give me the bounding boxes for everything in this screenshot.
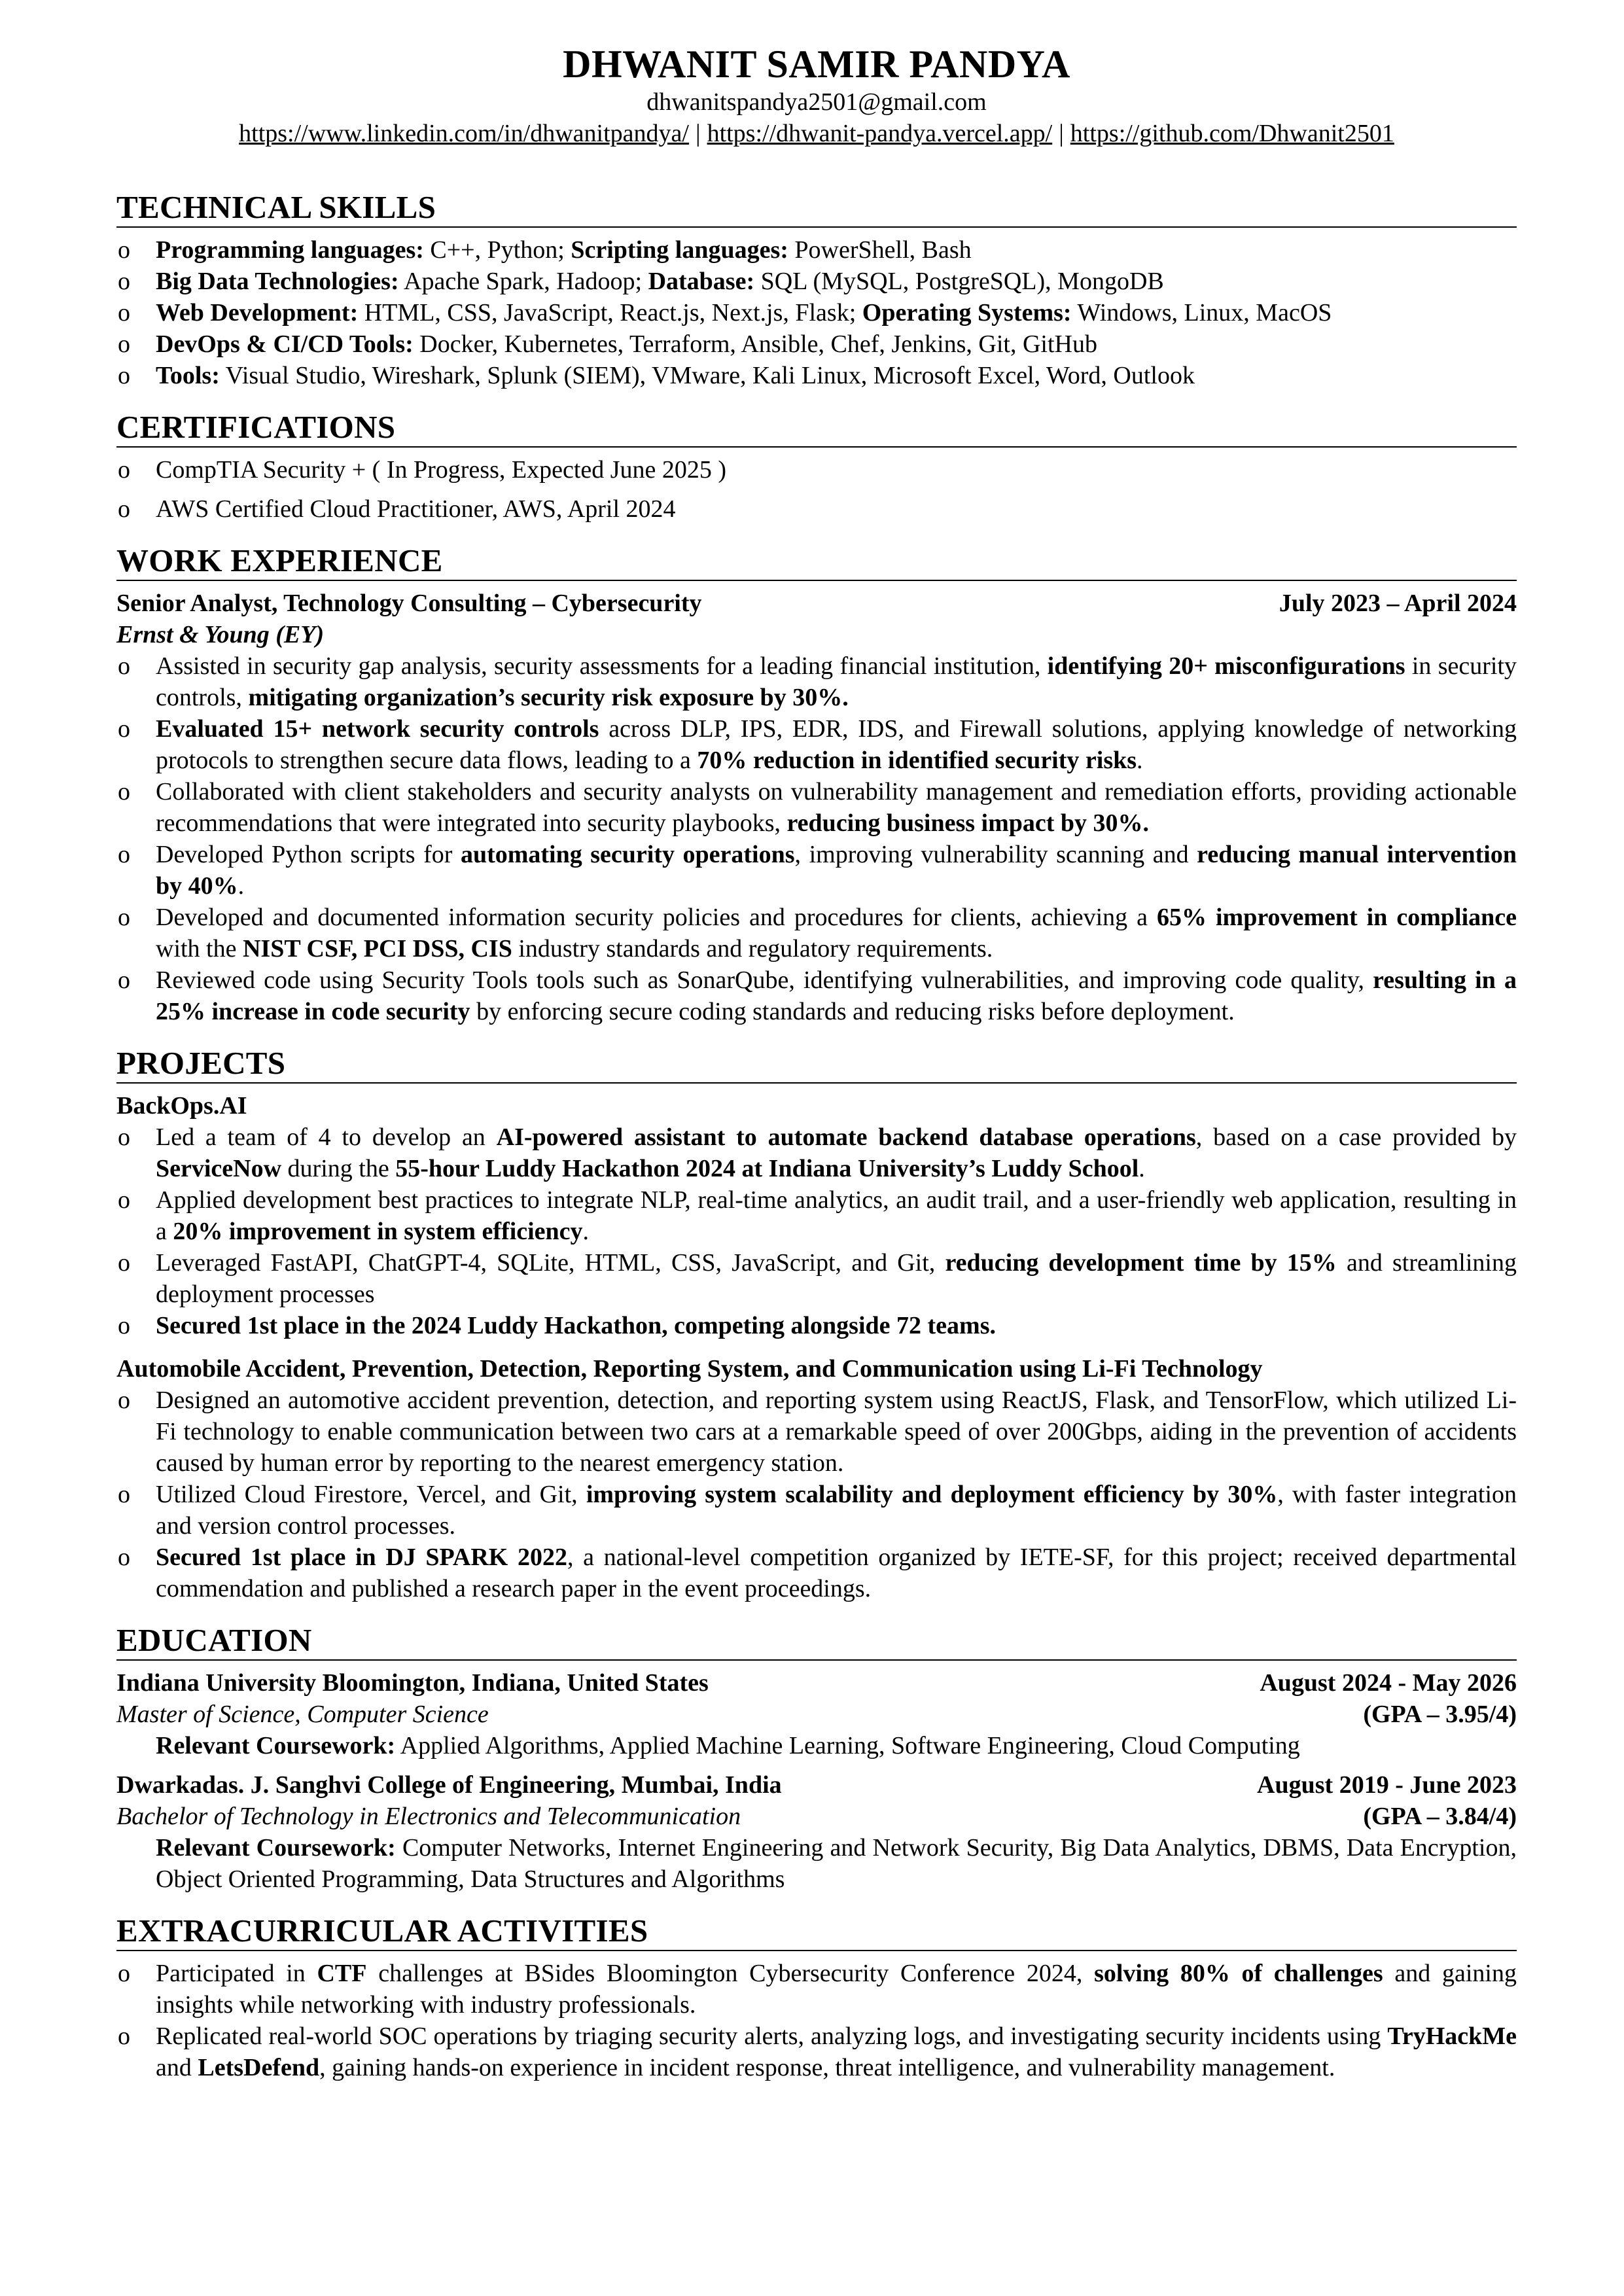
education-entry [116, 1667, 1517, 1761]
bullet-marker: o [118, 456, 130, 484]
bullet-text: Developed and documented information security policies and procedures for clients, achieving a [156, 904, 1157, 931]
bullet-text-bold: resulting in a 25% increase in code security [156, 966, 1517, 1025]
bullet-text-bold: ServiceNow [156, 1155, 282, 1182]
bullet-marker: o [118, 1249, 130, 1277]
bullet-item [116, 776, 1517, 839]
bullet-text-bold: reducing development time by 15% [945, 1249, 1337, 1277]
projects-section [116, 1044, 1517, 1604]
bullet-item [116, 1958, 1517, 2021]
bullet-text-bold: mitigating organization’s security risk exposure by 30%. [248, 684, 849, 711]
bullet-marker: o [118, 330, 130, 358]
bullet-item [116, 234, 1517, 266]
bullet-text-bold: Secured 1st place in the 2024 Luddy Hackathon, competing alongside 72 teams. [156, 1312, 996, 1339]
extracurricular-section [116, 1912, 1517, 2083]
bullet-marker: o [118, 841, 130, 868]
bullet-text: Designed an automotive accident prevention, detection, and reporting system using ReactJS, Flask, and TensorFlow, which utilized Li-Fi technology to enable communication between two cars at a remarkable speed of over 200Gbps, aiding in the prevention of accidents caused by human error by reporting to the nearest emergency station. [156, 1386, 1517, 1477]
bullet-text: , with faster integration and version control processes. [156, 1481, 1517, 1540]
coursework [116, 1730, 1517, 1761]
bullet-text-bold: reducing business impact by 30%. [786, 809, 1150, 837]
bullet-text-bold: Scripting languages: [571, 236, 788, 264]
bullet-text: , a national-level competition organized by IETE-SF, for this project; received departmental commendation and published a research paper in the event proceedings. [156, 1544, 1517, 1602]
bullet-text-bold: 55-hour Luddy Hackathon 2024 at Indiana University’s Luddy School [395, 1155, 1139, 1182]
education-dates: August 2024 - May 2026 [1260, 1669, 1517, 1697]
bullet-text: by enforcing secure coding standards and reducing risks before deployment. [470, 998, 1235, 1025]
bullet-text: in security controls, [156, 652, 1517, 711]
bullet-text: Apache Spark, Hadoop; [398, 268, 648, 295]
job-role: Senior Analyst, Technology Consulting – Cybersecurity [116, 590, 702, 617]
bullet-text: and gaining insights while networking with industry professionals. [156, 1960, 1517, 2019]
portfolio-link[interactable]: https://dhwanit-pandya.vercel.app/ [707, 120, 1053, 147]
bullet-marker: o [118, 1123, 130, 1151]
bullet-text: PowerShell, Bash [788, 236, 972, 264]
linkedin-link[interactable]: https://www.linkedin.com/in/dhwanitpandya/ [239, 120, 689, 147]
bullet-item [116, 1184, 1517, 1247]
bullet-marker: o [118, 1544, 130, 1571]
bullet-text-bold: improving system scalability and deployment efficiency by 30% [586, 1481, 1278, 1508]
bullet-item [116, 493, 1517, 525]
bullet-item [116, 650, 1517, 713]
github-link[interactable]: https://github.com/Dhwanit2501 [1070, 120, 1394, 147]
bullet-marker: o [118, 1186, 130, 1214]
coursework-label: Relevant Coursework: [156, 1732, 396, 1759]
company-name: Ernst & Young (EY) [116, 621, 325, 648]
bullet-text: Utilized Cloud Firestore, Vercel, and Git, [156, 1481, 586, 1508]
bullet-text: Assisted in security gap analysis, security assessments for a leading financial institution, [156, 652, 1048, 680]
bullet-marker: o [118, 1481, 130, 1508]
bullet-text: and streamlining deployment processes [156, 1249, 1517, 1308]
bullet-marker: o [118, 2022, 130, 2050]
bullet-text: Docker, Kubernetes, Terraform, Ansible, Chef, Jenkins, Git, GitHub [413, 330, 1097, 358]
bullet-marker: o [118, 966, 130, 994]
job-dates: July 2023 – April 2024 [1279, 590, 1517, 617]
bullet-marker: o [118, 236, 130, 264]
bullet-item [116, 964, 1517, 1027]
education-section [116, 1621, 1517, 1895]
bullet-text-bold: LetsDefend [198, 2054, 320, 2081]
bullet-item [116, 1542, 1517, 1604]
bullet-text: Led a team of 4 to develop an [156, 1123, 497, 1151]
section-title: TECHNICAL SKILLS [116, 188, 1517, 228]
bullet-marker: o [118, 1960, 130, 1987]
contact-links [116, 118, 1517, 149]
bullet-item [116, 1479, 1517, 1542]
bullet-text: and [156, 2054, 198, 2081]
bullet-text-bold: automating security operations [460, 841, 795, 868]
bullet-item [116, 454, 1517, 486]
bullet-text-bold: DevOps & CI/CD Tools: [156, 330, 414, 358]
bullet-item [116, 713, 1517, 776]
bullet-text: during the [281, 1155, 396, 1182]
bullet-text: Leveraged FastAPI, ChatGPT-4, SQLite, HTML, CSS, JavaScript, and Git, [156, 1249, 945, 1277]
coursework-list: Applied Algorithms, Applied Machine Learning, Software Engineering, Cloud Computing [395, 1732, 1300, 1759]
bullet-item [116, 1310, 1517, 1341]
bullet-text-bold: 65% improvement in compliance [1157, 904, 1517, 931]
section-title: PROJECTS [116, 1044, 1517, 1084]
bullet-text: . [1137, 747, 1143, 774]
technical-skills-section [116, 188, 1517, 391]
bullet-marker: o [118, 362, 130, 389]
bullet-text: with the [156, 935, 243, 963]
bullet-text: , gaining hands-on experience in incident response, threat intelligence, and vulnerability management. [319, 2054, 1335, 2081]
bullet-text: C++, Python; [423, 236, 571, 264]
degree: Master of Science, Computer Science [116, 1701, 489, 1728]
bullet-text-bold: AI-powered assistant to automate backend database operations [496, 1123, 1196, 1151]
bullet-text: Applied development best practices to integrate NLP, real-time analytics, an audit trail, and a user-friendly web application, resulting in a [156, 1186, 1517, 1245]
bullet-item [116, 839, 1517, 902]
education-entry [116, 1769, 1517, 1895]
bullet-text: , improving vulnerability scanning and [794, 841, 1197, 868]
coursework-list: Computer Networks, Internet Engineering and Network Security, Big Data Analytics, DBMS, Data Encryption, Object Oriented Programming, Data Structures and Algorithms [156, 1834, 1517, 1893]
school-name: Indiana University Bloomington, Indiana, United States [116, 1669, 709, 1697]
project-title: BackOps.AI [116, 1092, 247, 1120]
bullet-text-bold: identifying 20+ misconfigurations [1047, 652, 1405, 680]
bullet-text: CompTIA Security + ( In Progress, Expected June 2025 ) [156, 456, 727, 484]
bullet-text-bold: Evaluated 15+ network security controls [156, 715, 599, 743]
bullet-text-bold: Web Development: [156, 299, 359, 327]
coursework [116, 1832, 1517, 1895]
experience-list [116, 650, 1517, 1027]
bullet-text-bold: Operating Systems: [862, 299, 1072, 327]
skills-list [116, 234, 1517, 391]
bullet-text-bold: Programming languages: [156, 236, 424, 264]
section-title: EDUCATION [116, 1621, 1517, 1661]
bullet-text: Participated in [156, 1960, 317, 1987]
bullet-text-bold: 20% improvement in system efficiency [173, 1218, 583, 1245]
bullet-text-bold: reducing manual intervention by 40% [156, 841, 1517, 900]
bullet-text: across DLP, IPS, EDR, IDS, and Firewall solutions, applying knowledge of networking protocols to strengthen secure data flows, leading to a [156, 715, 1517, 774]
link-separator: | [695, 120, 701, 147]
bullet-text: SQL (MySQL, PostgreSQL), MongoDB [754, 268, 1164, 295]
bullet-text: challenges at BSides Bloomington Cybersecurity Conference 2024, [366, 1960, 1095, 1987]
bullet-item [116, 2021, 1517, 2083]
bullet-text: Reviewed code using Security Tools tools such as SonarQube, identifying vulnerabilities, and improving code quality, [156, 966, 1373, 994]
gpa: (GPA – 3.95/4) [1363, 1701, 1517, 1728]
bullet-text: Collaborated with client stakeholders and security analysts on vulnerability management and remediation efforts, providing actionable recommendations that were integrated into security playbooks, [156, 778, 1517, 837]
bullet-text: . [1139, 1155, 1145, 1182]
bullet-text: HTML, CSS, JavaScript, React.js, Next.js, Flask; [358, 299, 862, 327]
bullet-item [116, 1122, 1517, 1184]
bullet-text: industry standards and regulatory requirements. [512, 935, 993, 963]
bullet-marker: o [118, 1312, 130, 1339]
bullet-item [116, 297, 1517, 328]
certifications-section [116, 408, 1517, 525]
bullet-marker: o [118, 715, 130, 743]
section-title: CERTIFICATIONS [116, 408, 1517, 448]
job-header [116, 588, 1517, 619]
bullet-text: AWS Certified Cloud Practitioner, AWS, April 2024 [156, 495, 676, 523]
bullet-item [116, 1385, 1517, 1479]
bullet-text-bold: 70% reduction in identified security risks [697, 747, 1137, 774]
degree: Bachelor of Technology in Electronics and Telecommunication [116, 1803, 741, 1830]
bullet-text-bold: Tools: [156, 362, 220, 389]
bullet-marker: o [118, 268, 130, 295]
bullet-text: Replicated real-world SOC operations by triaging security alerts, analyzing logs, and investigating security incidents using [156, 2022, 1388, 2050]
project-title: Automobile Accident, Prevention, Detection, Reporting System, and Communication using Li-Fi Technology [116, 1355, 1263, 1383]
project-bullets [116, 1385, 1517, 1604]
bullet-text: Windows, Linux, MacOS [1071, 299, 1332, 327]
bullet-text-bold: solving 80% of challenges [1094, 1960, 1383, 1987]
bullet-text-bold: TryHackMe [1387, 2022, 1517, 2050]
bullet-text: Visual Studio, Wireshark, Splunk (SIEM), VMware, Kali Linux, Microsoft Excel, Word, Outlook [219, 362, 1195, 389]
resume-page [116, 42, 1517, 2083]
link-separator: | [1059, 120, 1064, 147]
bullet-text-bold: CTF [317, 1960, 367, 1987]
bullet-item [116, 360, 1517, 391]
bullet-marker: o [118, 652, 130, 680]
education-dates: August 2019 - June 2023 [1257, 1771, 1517, 1799]
bullet-text-bold: NIST CSF, PCI DSS, CIS [242, 935, 512, 963]
bullet-text-bold: Big Data Technologies: [156, 268, 399, 295]
bullet-marker: o [118, 1386, 130, 1414]
bullet-item [116, 1247, 1517, 1310]
bullet-marker: o [118, 778, 130, 805]
school-name: Dwarkadas. J. Sanghvi College of Engineering, Mumbai, India [116, 1771, 782, 1799]
certifications-list [116, 454, 1517, 525]
bullet-text: , based on a case provided by [1195, 1123, 1517, 1151]
bullet-text-bold: Database: [648, 268, 755, 295]
bullet-text: . [582, 1218, 590, 1245]
candidate-name: DHWANIT SAMIR PANDYA [563, 43, 1070, 86]
bullet-marker: o [118, 495, 130, 523]
bullet-text-bold: Secured 1st place in DJ SPARK 2022 [156, 1544, 568, 1571]
work-experience-section [116, 542, 1517, 1027]
extracurricular-list [116, 1958, 1517, 2083]
bullet-marker: o [118, 904, 130, 931]
section-title: WORK EXPERIENCE [116, 542, 1517, 581]
bullet-marker: o [118, 299, 130, 327]
bullet-item [116, 266, 1517, 297]
company-row [116, 619, 1517, 650]
project-bullets [116, 1122, 1517, 1341]
bullet-item [116, 902, 1517, 964]
bullet-item [116, 328, 1517, 360]
email-address: dhwanitspandya2501@gmail.com [646, 88, 987, 116]
bullet-text: . [238, 872, 245, 900]
gpa: (GPA – 3.84/4) [1363, 1803, 1517, 1830]
coursework-label: Relevant Coursework: [156, 1834, 396, 1862]
section-title: EXTRACURRICULAR ACTIVITIES [116, 1912, 1517, 1951]
bullet-text: Developed Python scripts for [156, 841, 461, 868]
